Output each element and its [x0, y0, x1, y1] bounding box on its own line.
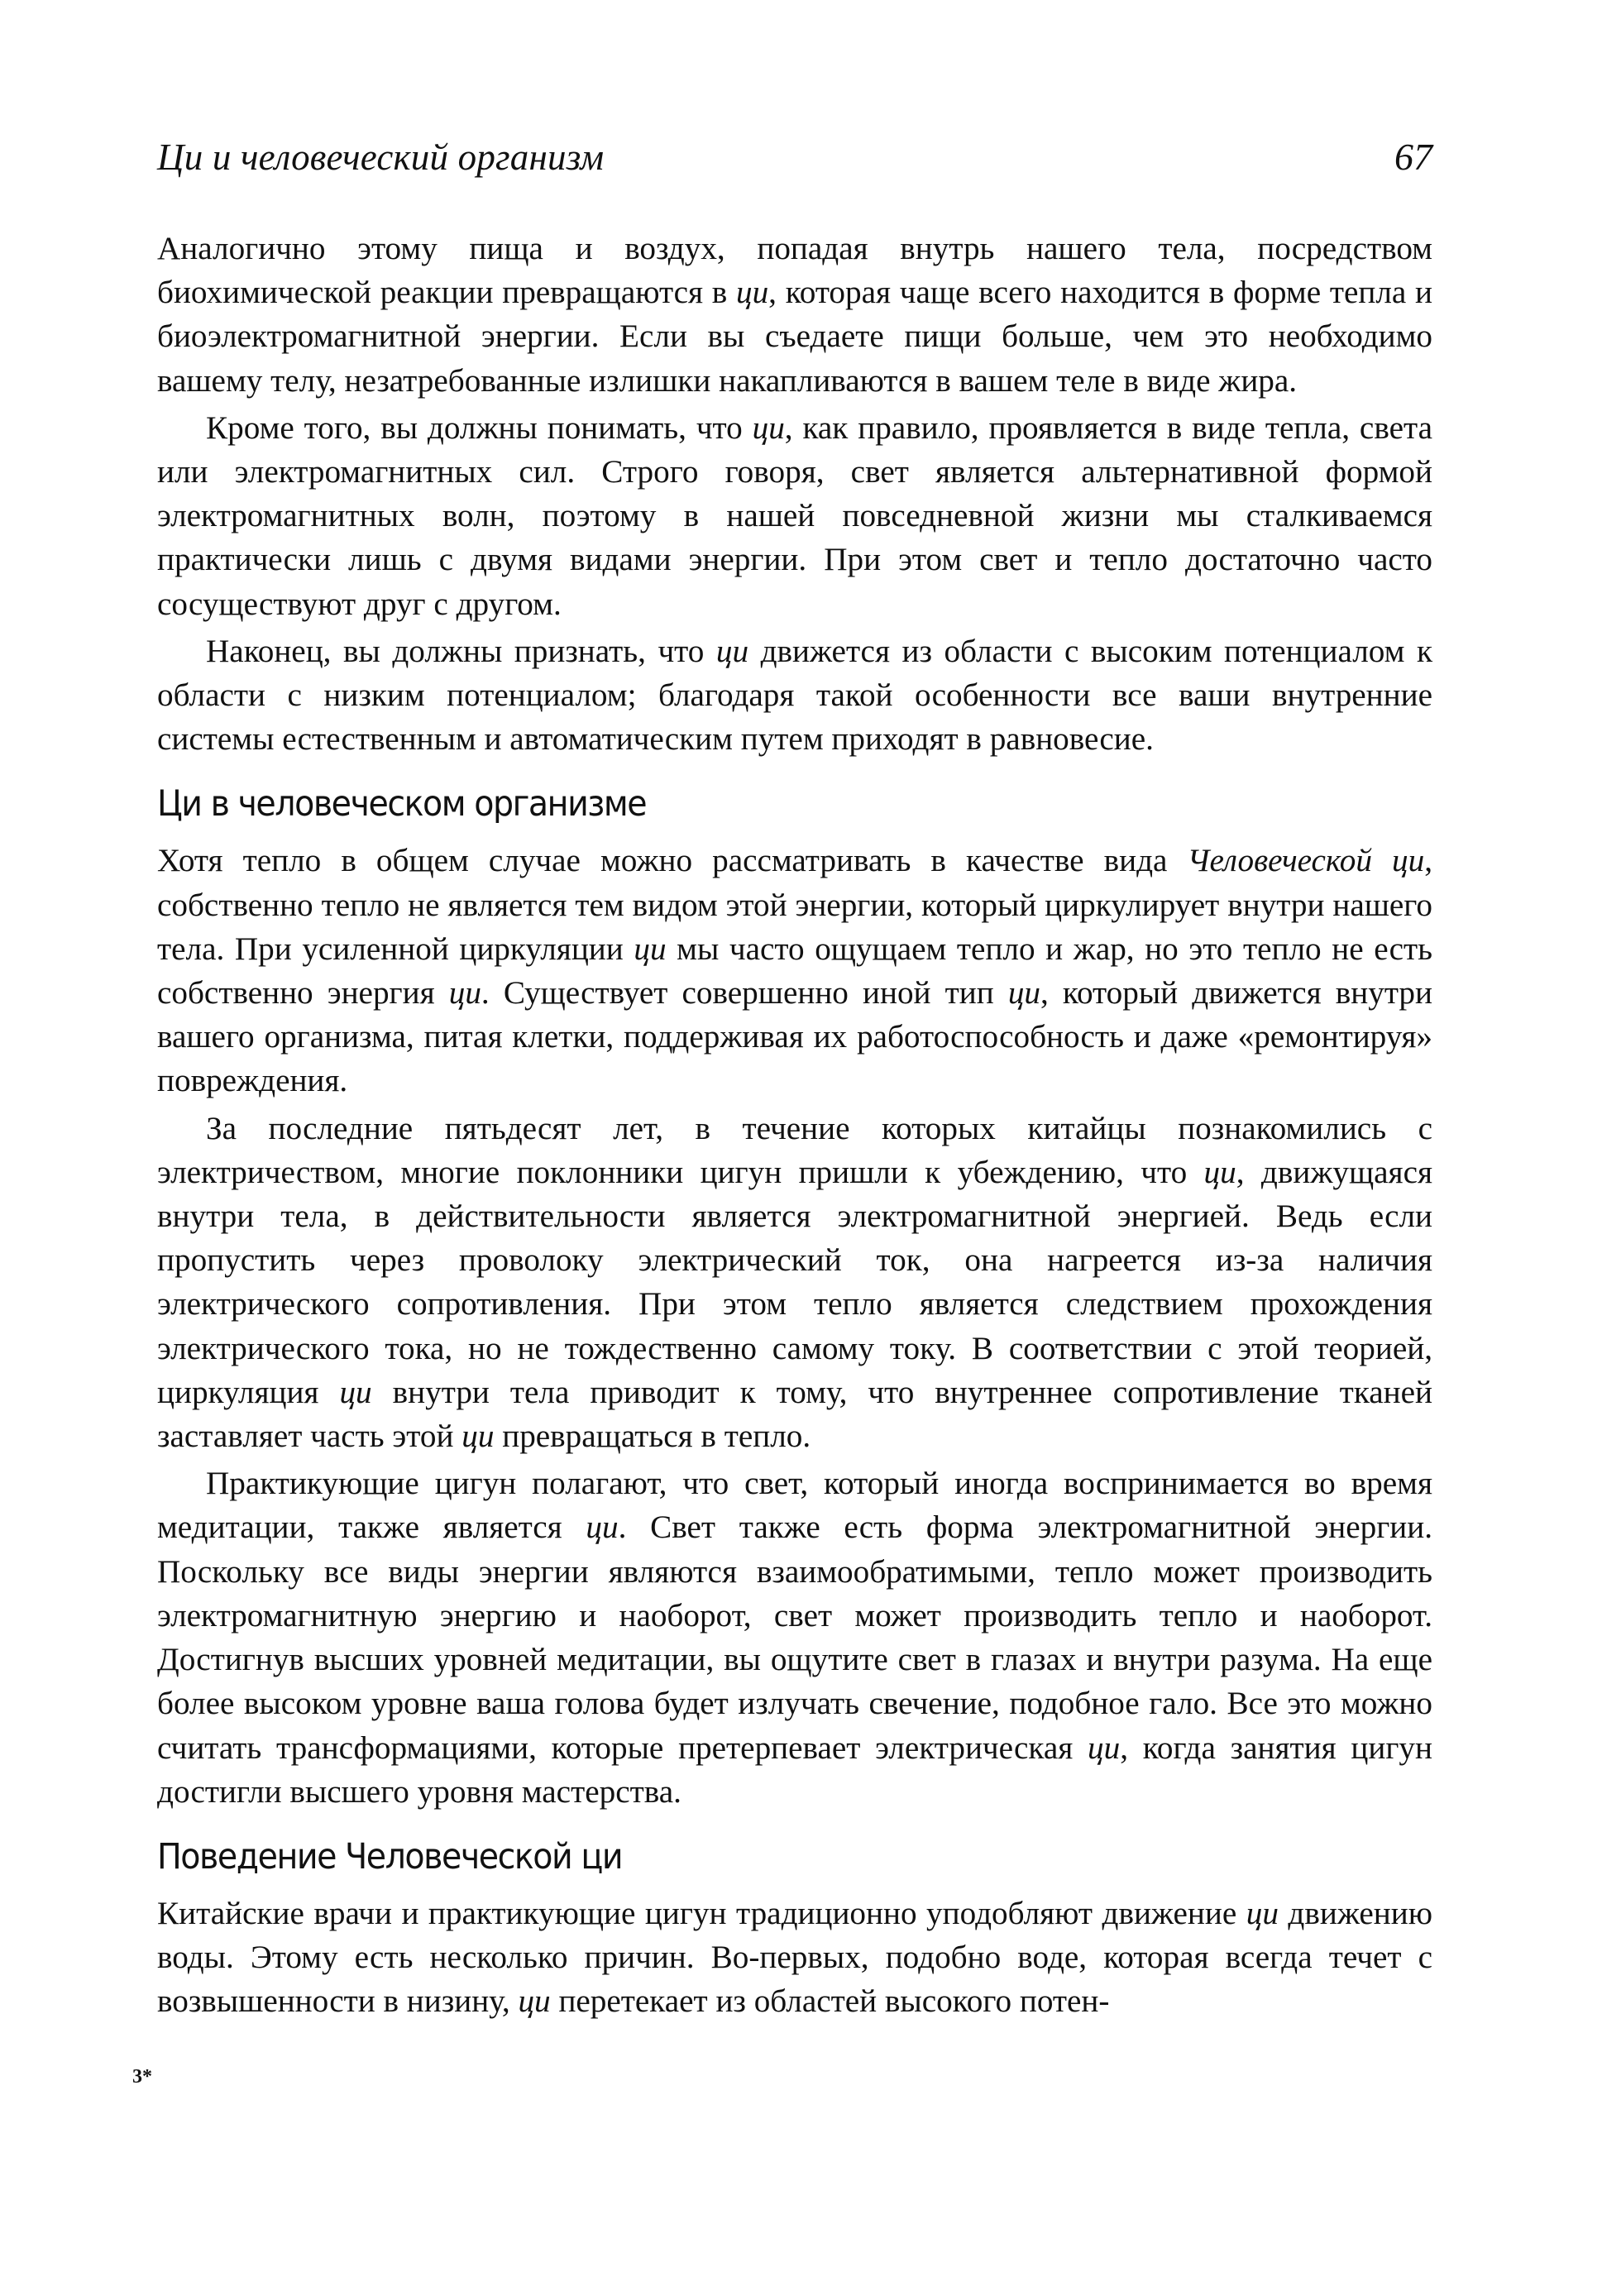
book-page	[157, 132, 1432, 2024]
running-head	[157, 132, 1432, 182]
italic-term: ци	[448, 975, 481, 1012]
italic-term: ци	[518, 1983, 551, 2020]
italic-term: ци	[735, 275, 769, 311]
italic-term: ци	[586, 1509, 619, 1546]
italic-term: ци	[634, 930, 667, 967]
italic-term: ци	[461, 1418, 495, 1455]
paragraph: Хотя тепло в общем случае можно рассматривать в качестве вида Человеческой ци, собственно тепло не является тем видом этой энергии, который циркулирует внутри нашего тела. При усиленной циркуляции ци мы часто ощущаем тепло и жар, но это тепло не есть собственно энергия ци. Существует совершенно иной тип ци, который движется внутри вашего организма, питая клетки, поддерживая их работоспособность и даже «ремонтируя» повреждения.	[157, 843, 1433, 1099]
italic-term: ци	[715, 633, 749, 669]
paragraph: За последние пятьдесят лет, в течение которых китайцы познакомились с электричеством, многие поклонники цигун пришли к убеждению, что ци, движущаяся внутри тела, в действительности является электромагнитной энергией. Ведь если пропустить через проволоку электрический ток, она нагреется из-за наличия электрического сопротивления. При этом тепло является следствием прохождения электрического тока, но не тождественно самому току. В соответствии с этой теорией, циркуляция ци внутри тела приводит к тому, что внутреннее сопротивление тканей заставляет часть этой ци превращаться в тепло.	[157, 1110, 1432, 1455]
page-number: 67	[1394, 136, 1432, 178]
italic-term: ци	[1203, 1154, 1236, 1190]
italic-term: ци	[339, 1374, 372, 1410]
italic-term: Человеческой ци	[1187, 843, 1425, 879]
italic-term: ци	[752, 409, 785, 446]
section-heading: Поведение Человеческой ци	[157, 1835, 623, 1877]
printer-signature-mark: 3*	[132, 2066, 152, 2088]
italic-term: ци	[1088, 1729, 1121, 1766]
italic-term: ци	[1007, 975, 1040, 1012]
paragraph: Наконец, вы должны признать, что ци движется из области с высоким потенциалом к области с низким потенциалом; благодаря такой особенности все ваши внутренние системы естественным и автоматическим путем приходят в равновесие.	[157, 633, 1432, 758]
paragraph: Практикующие цигун полагают, что свет, который иногда воспринимается во время медитации, также является ци. Свет также есть форма электромагнитной энергии. Поскольку все виды энергии являются взаимообратимыми, тепло может производить электромагнитную энергию и наоборот, свет может производить тепло и наоборот. Достигнув высших уровней медитации, вы ощутите свет в глазах и внутри разума. На еще более высоком уровне ваша голова будет излучать свечение, подобное гало. Все это можно считать трансформациями, которые претерпевает электрическая ци, когда занятия цигун достигли высшего уровня мастерства.	[157, 1466, 1433, 1810]
section-heading: Ци в человеческом организме	[157, 783, 647, 825]
paragraph: Китайские врачи и практикующие цигун традиционно уподобляют движение ци движению воды. Этому есть несколько причин. Во-первых, подобно воде, которая всегда течет с возвышенности в низину, ци перетекает из областей высокого потен-	[157, 1895, 1432, 2020]
paragraph: Кроме того, вы должны понимать, что ци, как правило, проявляется в виде тепла, света или электромагнитных сил. Строго говоря, свет является альтернативной формой электромагнитных волн, поэтому в нашей повседневной жизни мы сталкиваемся практически лишь с двумя видами энергии. При этом свет и тепло достаточно часто сосуществуют друг с другом.	[157, 409, 1432, 622]
paragraph: Аналогично этому пища и воздух, попадая внутрь нашего тела, посредством биохимической реакции превращаются в ци, которая чаще всего находится в форме тепла и биоэлектромагнитной энергии. Если вы съедаете пищи больше, чем это необходимо вашему телу, незатребованные излишки накапливаются в вашем теле в виде жира.	[157, 231, 1432, 399]
italic-term: ци	[1246, 1895, 1279, 1931]
running-head-title: Ци и человеческий организм	[157, 136, 605, 178]
